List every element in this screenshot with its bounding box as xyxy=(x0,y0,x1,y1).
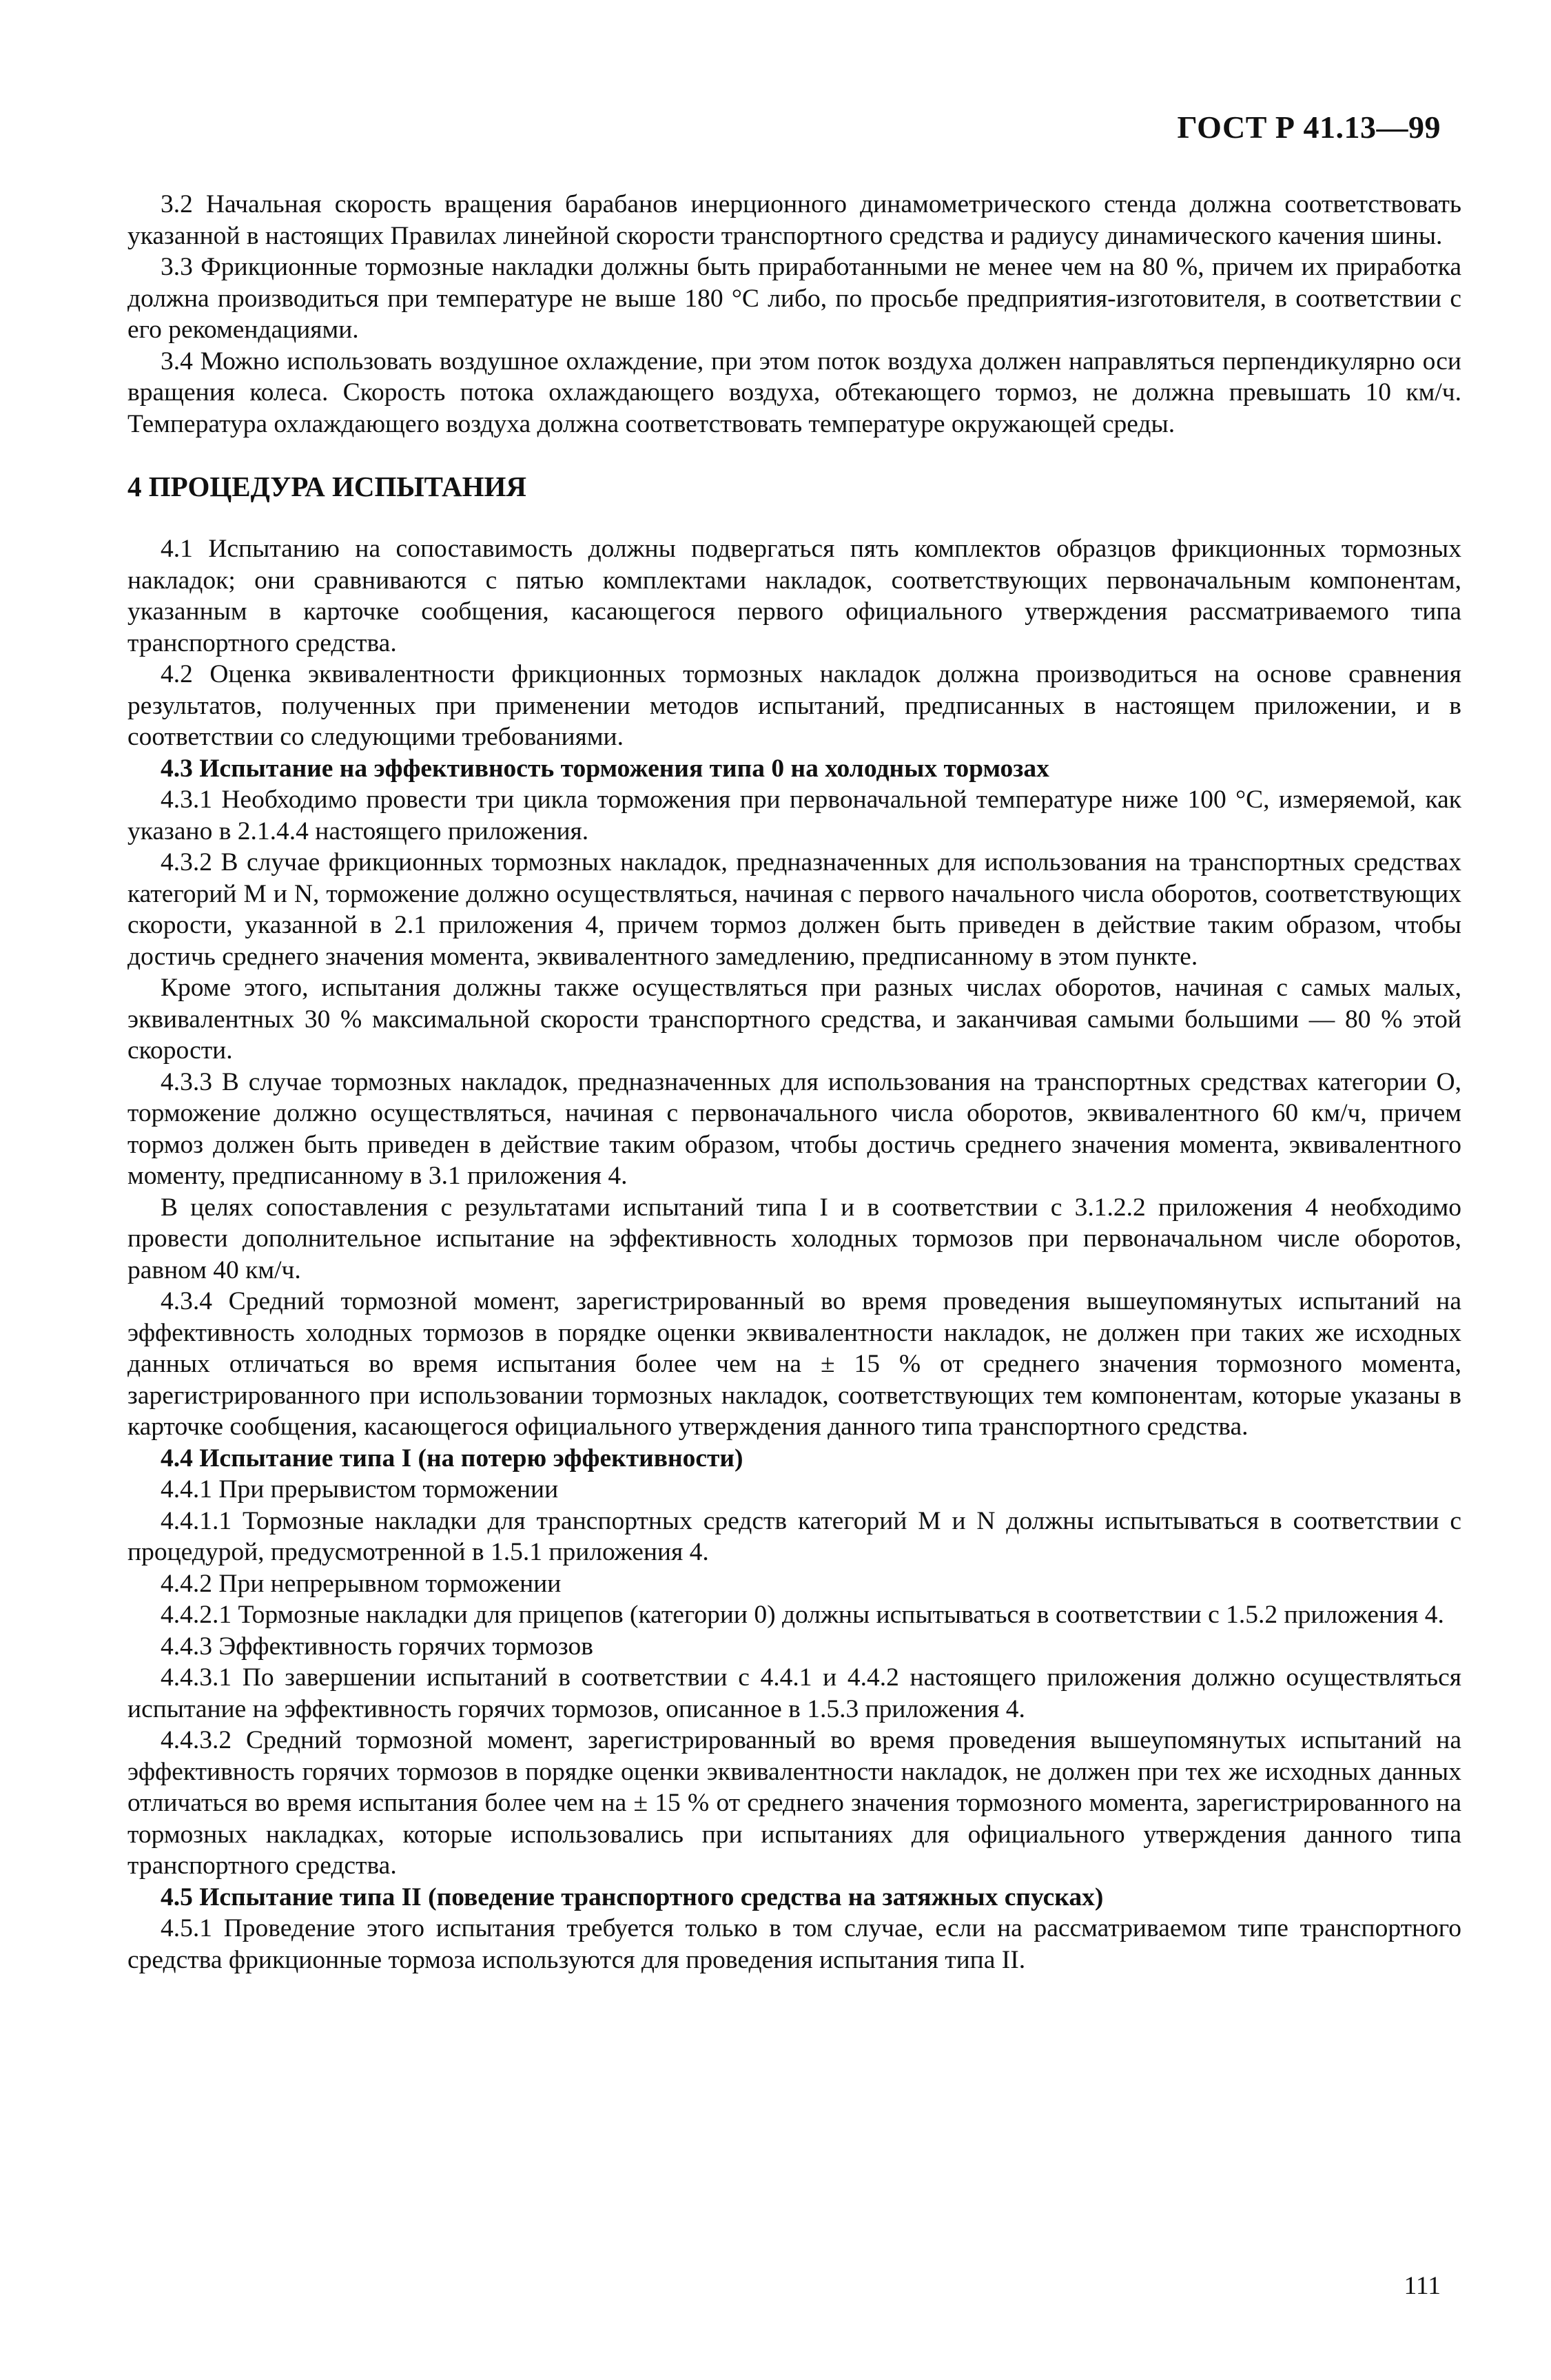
paragraph: 4.4.1.1 Тормозные накладки для транспортных средств категорий М и N должны испытываться в соответствии с процедурой, предусмотренной в 1.5.1 приложения 4. xyxy=(127,1506,1461,1566)
paragraph: 4.3.1 Необходимо провести три цикла торможения при первоначальной температуре ниже 100 °С, измеряемой, как указано в 2.1.4.4 настоящего приложения. xyxy=(127,786,1461,845)
paragraph: 4.4.2.1 Тормозные накладки для прицепов (категории 0) должны испытываться в соответствии с 1.5.2 приложения 4. xyxy=(161,1601,1444,1629)
page-number: 111 xyxy=(1404,2272,1441,2300)
paragraph: Кроме этого, испытания должны также осуществляться при разных числах оборотов, начиная с самых малых, эквивалентных 30 % максимальной скорости транспортного средства, и заканчивая самыми большими — 80 % этой скорости. xyxy=(127,974,1461,1065)
paragraph: 4.3.2 В случае фрикционных тормозных накладок, предназначенных для использования на транспортных средствах категорий М и N, торможение должно осуществляться, начиная с первого начального числа оборотов, соответствующих скорости, указанной в 2.1 приложения 4, причем тормоз должен быть приведен в действие таким образом, чтобы достичь среднего значения момента, эквивалентного замедлению, предписанному в этом пункте. xyxy=(127,848,1461,971)
section-heading: 4 ПРОЦЕДУРА ИСПЫТАНИЯ xyxy=(127,471,526,502)
paragraph: 4.3.3 В случае тормозных накладок, предназначенных для использования на транспортных средствах категории О, торможение должно осуществляться, начиная с первоначального числа оборотов, эквивалентного 60 км/ч, причем тормоз должен быть приведен в действие таким образом, чтобы достичь среднего значения момента, эквивалентного моменту, предписанному в 3.1 приложения 4. xyxy=(127,1067,1461,1190)
paragraph: 4.3.4 Средний тормозной момент, зарегистрированный во время проведения вышеупомянутых испытаний на эффективность холодных тормозов в порядке оценки эквивалентности накладок, не должен при таких же исходных данных отличаться во время испытания более чем на ± 15 % от среднего значения тормозного момента, зарегистрированного при использовании тормозных накладок, соответствующих тем компонентам, которые указаны в карточке сообщения, касающегося официального утверждения данного типа транспортного средства. xyxy=(127,1287,1461,1441)
paragraph: 4.1 Испытанию на сопоставимость должны подвергаться пять комплектов образцов фрикционных тормозных накладок; они сравниваются с пятью комплектами накладок, соответствующих первоначальным компонентам, указанным в карточке сообщения, касающегося первого официального утверждения рассматриваемого типа транспортного средства. xyxy=(127,535,1461,657)
subsection-heading: 4.3 Испытание на эффективность торможения типа 0 на холодных тормозах xyxy=(161,754,1049,783)
paragraph: 3.2 Начальная скорость вращения барабанов инерционного динамометрического стенда должна соответствовать указанной в настоящих Правилах линейной скорости транспортного средства и радиусу динамического качения шины. xyxy=(127,190,1461,250)
paragraph: 4.4.3.2 Средний тормозной момент, зарегистрированный во время проведения вышеупомянутых испытаний на эффективность горячих тормозов в порядке оценки эквивалентности накладок, не должен при тех же исходных данных отличаться во время испытания более чем на ± 15 % от среднего значения тормозного момента, зарегистрированного на тормозных накладках, которые использовались при испытаниях для официального утверждения данного типа транспортного средства. xyxy=(127,1726,1461,1880)
paragraph: 3.4 Можно использовать воздушное охлаждение, при этом поток воздуха должен направляться перпендикулярно оси вращения колеса. Скорость потока охлаждающего воздуха, обтекающего тормоз, не должна превышать 10 км/ч. Температура охлаждающего воздуха должна соответствовать температуре окружающей среды. xyxy=(127,347,1461,438)
document-body xyxy=(127,189,1461,1976)
paragraph: 4.4.2 При непрерывном торможении xyxy=(161,1569,562,1598)
paragraph: 4.2 Оценка эквивалентности фрикционных тормозных накладок должна производиться на основе сравнения результатов, полученных при применении методов испытаний, предписанных в настоящем приложении, и в соответствии со следующими требованиями. xyxy=(127,660,1461,751)
paragraph: 4.4.3 Эффективность горячих тормозов xyxy=(161,1632,593,1661)
paragraph: В целях сопоставления с результатами испытаний типа I и в соответствии с 3.1.2.2 приложения 4 необходимо провести дополнительное испытание на эффективность холодных тормозов при первоначальном числе оборотов, равном 40 км/ч. xyxy=(127,1193,1461,1284)
paragraph: 4.5.1 Проведение этого испытания требуется только в том случае, если на рассматриваемом типе транспортного средства фрикционные тормоза используются для проведения испытания типа II. xyxy=(127,1914,1461,1974)
document-code-header: ГОСТ Р 41.13—99 xyxy=(1177,110,1441,145)
paragraph: 4.4.1 При прерывистом торможении xyxy=(161,1475,559,1504)
paragraph: 4.4.3.1 По завершении испытаний в соответствии с 4.4.1 и 4.4.2 настоящего приложения должно осуществляться испытание на эффективность горячих тормозов, описанное в 1.5.3 приложения 4. xyxy=(127,1663,1461,1723)
subsection-heading: 4.4 Испытание типа I (на потерю эффективности) xyxy=(161,1444,743,1473)
paragraph: 3.3 Фрикционные тормозные накладки должны быть приработанными не менее чем на 80 %, причем их приработка должна производиться при температуре не выше 180 °С либо, по просьбе предприятия-изготовителя, в соответствии с его рекомендациями. xyxy=(127,253,1461,344)
subsection-heading: 4.5 Испытание типа II (поведение транспортного средства на затяжных спусках) xyxy=(161,1883,1104,1911)
